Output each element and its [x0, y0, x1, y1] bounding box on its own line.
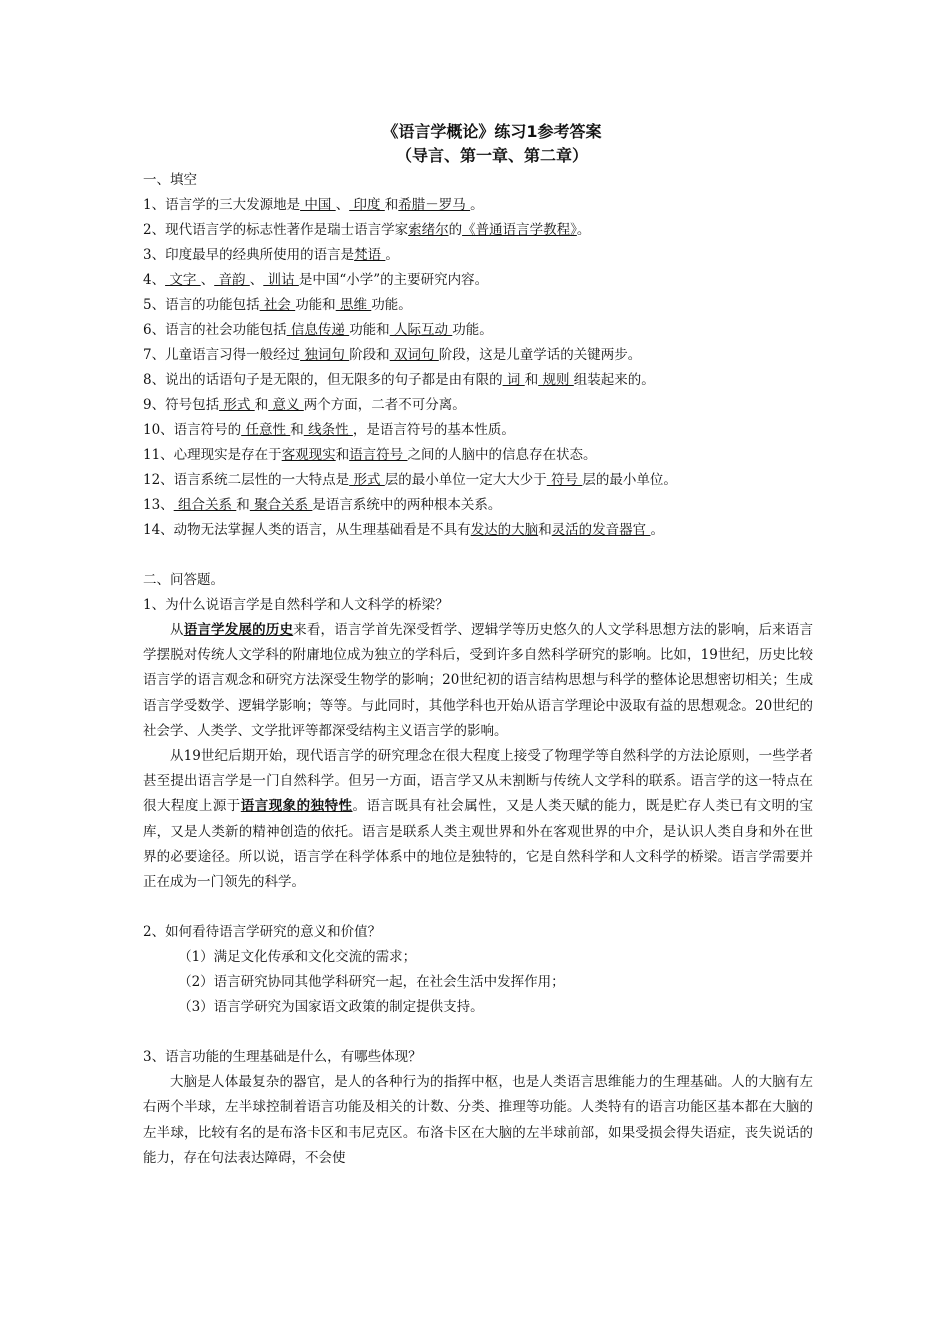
text-run: 2、现代语言学的标志性著作是瑞士语言学家: [143, 222, 409, 238]
q3-answer-paragraph: 大脑是人体最复杂的器官，是人的各种行为的指挥中枢，也是人类语言思维能力的生理基础。人的大脑有左右两个半球，左半球控制着语言功能及相关的计数、分类、推理等功能。人类特有的语言功能区基本都在大脑的左半球，比较有名的是布洛卡区和韦尼克区。布洛卡区在大脑的左半球前部，如果受损会得失语症，丧失说话的能力，存在句法表达障碍，不会使: [143, 1074, 813, 1166]
answer-blank: 独词句: [300, 347, 350, 363]
answer-blank: 灵活的发音器官: [551, 522, 651, 538]
text-run: 是语言系统中的两种根本关系。: [312, 497, 502, 513]
answer-blank: 索绪尔: [408, 222, 449, 238]
answer-blank: 希腊－罗马: [398, 197, 471, 213]
text-run: 。: [576, 222, 591, 238]
answer-blank: 《普通语言学教程》: [462, 222, 577, 238]
text-run: 的: [448, 222, 463, 238]
text-run: 13、: [143, 497, 174, 513]
answer-blank: 规则: [538, 372, 574, 388]
fill-item: [143, 443, 813, 468]
text-run: ，是语言符号的基本性质。: [352, 422, 515, 438]
text-run: 。: [650, 522, 664, 538]
section1-heading: 一、填空: [143, 172, 197, 188]
text-run: 从: [170, 622, 184, 638]
fill-item: [143, 193, 813, 218]
fill-item: [143, 468, 813, 493]
text-run: 和: [524, 372, 539, 388]
answer-blank: 社会: [259, 297, 296, 313]
text-run: 11、心理现实是存在于: [143, 447, 282, 463]
text-run: 来看，语言学首先深受哲学、逻辑学等历史悠久的人文学科思想方法的影响，后来语言学摆脱对传统人文学科的附庸地位成为独立的学科后，受到许多自然科学研究的影响。比如，19世纪，历史比较语言学的语言观念和研究方法深受生物学的影响；20世纪初的语言结构思想与科学的整体论思想密切相关；生成语言学受数学、逻辑学影响；等等。与此同时，其他学科也开始从语言学理论中汲取有益的思想观念。20世纪的社会学、人类学、文学批评等都深受结构主义语言学的影响。: [143, 622, 814, 739]
text-run: 功能。: [452, 322, 493, 338]
answer-blank: 符号: [546, 472, 583, 488]
text-run: 8、说出的话语句子是无限的，但无限多的句子都是由有限的: [143, 372, 503, 388]
fill-item: [143, 368, 813, 393]
answer-blank: 印度: [349, 197, 385, 213]
text-run: 1、语言学的三大发源地是: [143, 197, 301, 213]
text-run: 功能和: [295, 297, 336, 313]
document-page: [143, 120, 813, 1171]
text-run: 层的最小单位一定大大少于: [384, 472, 547, 488]
text-run: 和: [290, 422, 304, 438]
text-run: 和: [236, 497, 250, 513]
text-run: 和: [538, 522, 552, 538]
q2-point: （3）语言学研究为国家语文政策的制定提供支持。: [178, 999, 484, 1016]
answer-blank: 中国: [300, 197, 336, 213]
fill-item: [143, 418, 813, 443]
spacer: [143, 1020, 813, 1045]
text-run: 层的最小单位。: [582, 472, 677, 488]
fill-item: [143, 393, 813, 418]
answer-blank: 人际互动: [389, 322, 453, 338]
answer-blank: 语言符号: [349, 447, 408, 463]
text-run: 阶段，这是儿童学话的关键两步。: [438, 347, 642, 363]
text-run: 。语言既具有社会属性，又是人类天赋的能力，既是贮存人类已有文明的宝库，又是人类新的精神创造的依托。语言是联系人类主观世界和外在客观世界的中介，是认识人类自身和外在世界的必要途径。所以说，语言学在科学体系中的地位是独特的，它是自然科学和人文科学的桥梁。语言学需要并正在成为一门领先的科学。: [143, 798, 814, 891]
spacer: [143, 543, 813, 568]
text-run: 9、符号包括: [143, 397, 220, 413]
answer-blank: 训诂: [263, 272, 299, 288]
fill-in-list: [143, 193, 813, 543]
text-run: 5、语言的功能包括: [143, 297, 260, 313]
answer-blank: 线条性: [303, 422, 353, 438]
fill-item: [143, 343, 813, 368]
answer-blank: 文字: [165, 272, 201, 288]
fill-item: [143, 293, 813, 318]
text-run: 之间的人脑中的信息存在状态。: [407, 447, 597, 463]
text-run: 12、语言系统二层性的一大特点是: [143, 472, 350, 488]
answer-blank: 形式: [349, 472, 385, 488]
q1-question: 1、为什么说语言学是自然科学和人文科学的桥梁？: [143, 597, 449, 613]
q3-question: 3、语言功能的生理基础是什么，有哪些体现？: [143, 1049, 422, 1066]
bold-key-phrase: 语言学发展的历史: [183, 622, 294, 638]
fill-item: [143, 318, 813, 343]
fill-item: [143, 493, 813, 518]
answer-blank: 客观现实: [281, 447, 336, 463]
text-run: 10、语言符号的: [143, 422, 242, 438]
text-run: 6、语言的社会功能包括: [143, 322, 287, 338]
text-run: 和: [254, 397, 269, 413]
text-run: 功能。: [371, 297, 412, 313]
answer-blank: 音韵: [214, 272, 250, 288]
fill-item: [143, 218, 813, 243]
text-run: 、: [200, 272, 215, 288]
text-run: 。: [385, 247, 399, 263]
text-run: 、: [249, 272, 264, 288]
answer-blank: 双词句: [389, 347, 439, 363]
document-title: 《语言学概论》练习1参考答案: [382, 122, 602, 141]
answer-blank: 梵语: [354, 247, 386, 263]
q1-answer-paragraph: [143, 618, 813, 744]
document-subtitle: （导言、第一章、第二章）: [395, 146, 588, 165]
bold-key-phrase: 语言现象的独特性: [240, 798, 353, 815]
spacer: [143, 895, 813, 920]
text-run: 组装起来的。: [573, 372, 655, 388]
answer-blank: 组合关系: [173, 497, 237, 513]
answer-blank: 思维: [335, 297, 372, 313]
q2-point: （1）满足文化传承和文化交流的需求；: [178, 949, 417, 966]
answer-blank: 发达的大脑: [470, 522, 539, 538]
section2-heading: 二、问答题。: [143, 572, 224, 588]
answer-blank: 词: [502, 372, 525, 388]
answer-blank: 意义: [268, 397, 304, 413]
text-run: 从19世纪后期开始，现代语言学的研究理念在很大程度上接受了物理学等自然科学的方法论原则，一些学者甚至提出语言学是一门自然科学。但另一方面，语言学又从未割断与传统人文学科的联系。语言学的这一特点在很大程度上源于: [143, 748, 813, 815]
text-run: 是中国“小学”的主要研究内容。: [298, 272, 489, 288]
text-run: 、: [335, 197, 350, 213]
text-run: 7、儿童语言习得一般经过: [143, 347, 301, 363]
fill-item: [143, 268, 813, 293]
text-run: 功能和: [349, 322, 390, 338]
text-run: 和: [335, 447, 350, 463]
q2-question: 2、如何看待语言学研究的意义和价值？: [143, 924, 382, 941]
text-run: 3、印度最早的经典所使用的语言是: [143, 247, 355, 263]
text-run: 4、: [143, 272, 166, 288]
answer-blank: 形式: [219, 397, 255, 413]
answer-blank: 任意性: [241, 422, 291, 438]
text-run: 14、动物无法掌握人类的语言，从生理基础看是不具有: [143, 522, 471, 538]
answer-blank: 信息传递: [286, 322, 350, 338]
fill-item: [143, 243, 813, 268]
fill-item: [143, 518, 813, 543]
q1-answer-paragraph: [143, 744, 813, 895]
text-run: 两个方面，二者不可分离。: [303, 397, 466, 413]
q2-point: （2）语言研究协同其他学科研究一起，在社会生活中发挥作用；: [178, 974, 565, 991]
answer-blank: 聚合关系: [249, 497, 313, 513]
text-run: 。: [470, 197, 484, 213]
text-run: 阶段和: [349, 347, 390, 363]
text-run: 和: [384, 197, 399, 213]
